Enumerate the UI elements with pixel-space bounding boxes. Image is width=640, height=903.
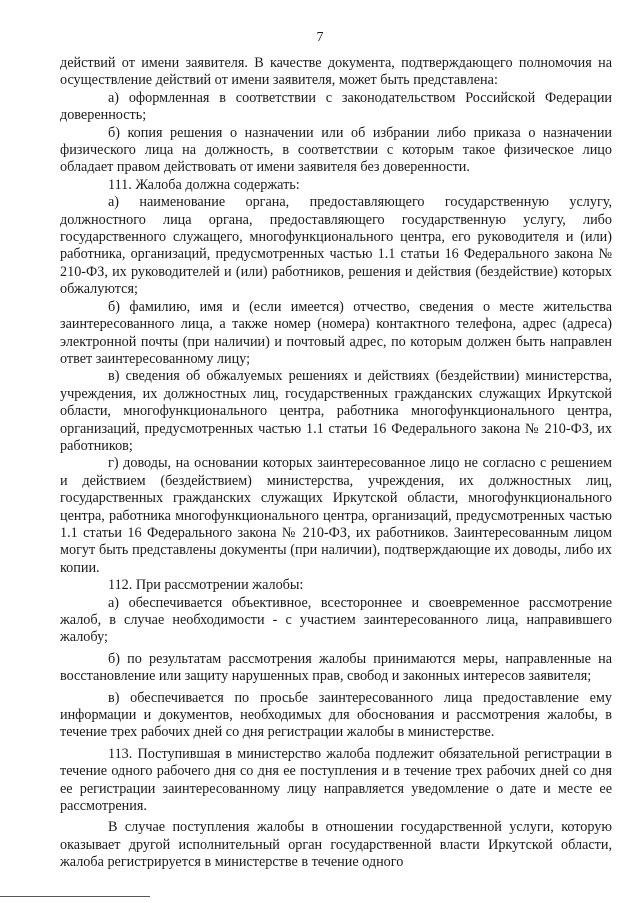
paragraph-112-item-b: б) по результатам рассмотрения жалобы принимаются меры, направленные на восстановление или защиту нарушенных прав, свобод и законных интересов заявителя;	[60, 650, 612, 685]
paragraph-item-a-power-of-attorney: а) оформленная в соответствии с законодательством Российской Федерации доверенность;	[60, 89, 612, 124]
scan-bottom-rule	[0, 896, 150, 897]
paragraph-113-other-authority: В случае поступления жалобы в отношении государственной услуги, которую оказывает другой исполнительный орган государственной власти Иркутской области, жалоба регистрируется в министерстве в течение одного	[60, 819, 612, 871]
paragraph-111-item-b: б) фамилию, имя и (если имеется) отчество, сведения о месте жительства заинтересованного лица, а также номер (номера) контактного телефона, адрес (адреса) электронной почты (при наличии) и почтовый адрес, по которым должен быть направлен ответ заинтересованному лицу;	[60, 298, 612, 367]
paragraph-111-item-a: а) наименование органа, предоставляющего государственную услугу, должностного лица органа, предоставляющего государственную услугу, либо государственного служащего, многофункционального центра, его руководителя и (или) работника, организаций, предусмотренных частью 1.1 статьи 16 Федерального закона № 210-ФЗ, их руководителей и (или) работников, решения и действия (бездействие) которых обжалуются;	[60, 194, 612, 298]
document-body	[60, 55, 612, 872]
page-number: 7	[316, 30, 324, 45]
paragraph-111-item-d: г) доводы, на основании которых заинтересованное лицо не согласно с решением и действием (бездействием) министерства, учреждения, их должностных лиц, государственных гражданских служащих Иркутской области, многофункционального центра, работника многофункционального центра, организаций, предусмотренных частью 1.1 статьи 16 Федерального закона № 210-ФЗ, их работников. Заинтересованным лицом могут быть представлены документы (при наличии), подтверждающие их доводы, либо их копии.	[60, 455, 612, 576]
paragraph-112-heading: 112. При рассмотрении жалобы:	[108, 577, 304, 594]
paragraph-111-item-c: в) сведения об обжалуемых решениях и действиях (бездействии) министерства, учреждения, их должностных лиц, государственных гражданских служащих Иркутской области, многофункционального центра, работника многофункционального центра, организаций, предусмотренных частью 1.1 статьи 16 Федерального закона № 210-ФЗ, их работников;	[60, 368, 612, 454]
paragraph-112-item-c: в) обеспечивается по просьбе заинтересованного лица предоставление ему информации и документов, необходимых для обоснования и рассмотрения жалобы, в течение трех рабочих дней со дня регистрации жалобы в министерстве.	[60, 689, 612, 741]
paragraph-112-item-a: а) обеспечивается объективное, всестороннее и своевременное рассмотрение жалоб, в случае необходимости - с участием заинтересованного лица, направившего жалобу;	[60, 594, 612, 646]
paragraph-111-heading: 111. Жалоба должна содержать:	[108, 176, 300, 193]
paragraph-item-b-decision-copy: б) копия решения о назначении или об избрании либо приказа о назначении физического лица на должность, в соответствии с которым такое физическое лицо обладает правом действовать от имени заявителя без доверенности.	[60, 124, 612, 176]
paragraph-continuation: действий от имени заявителя. В качестве документа, подтверждающего полномочия на осуществление действий от имени заявителя, может быть представлена:	[60, 55, 612, 89]
paragraph-113: 113. Поступившая в министерство жалоба подлежит обязательной регистрации в течение одного рабочего дня со дня ее поступления и в течение трех рабочих дней со дня ее регистрации заинтересованному лицу направляется уведомление о дате и месте ее рассмотрения.	[60, 745, 612, 815]
